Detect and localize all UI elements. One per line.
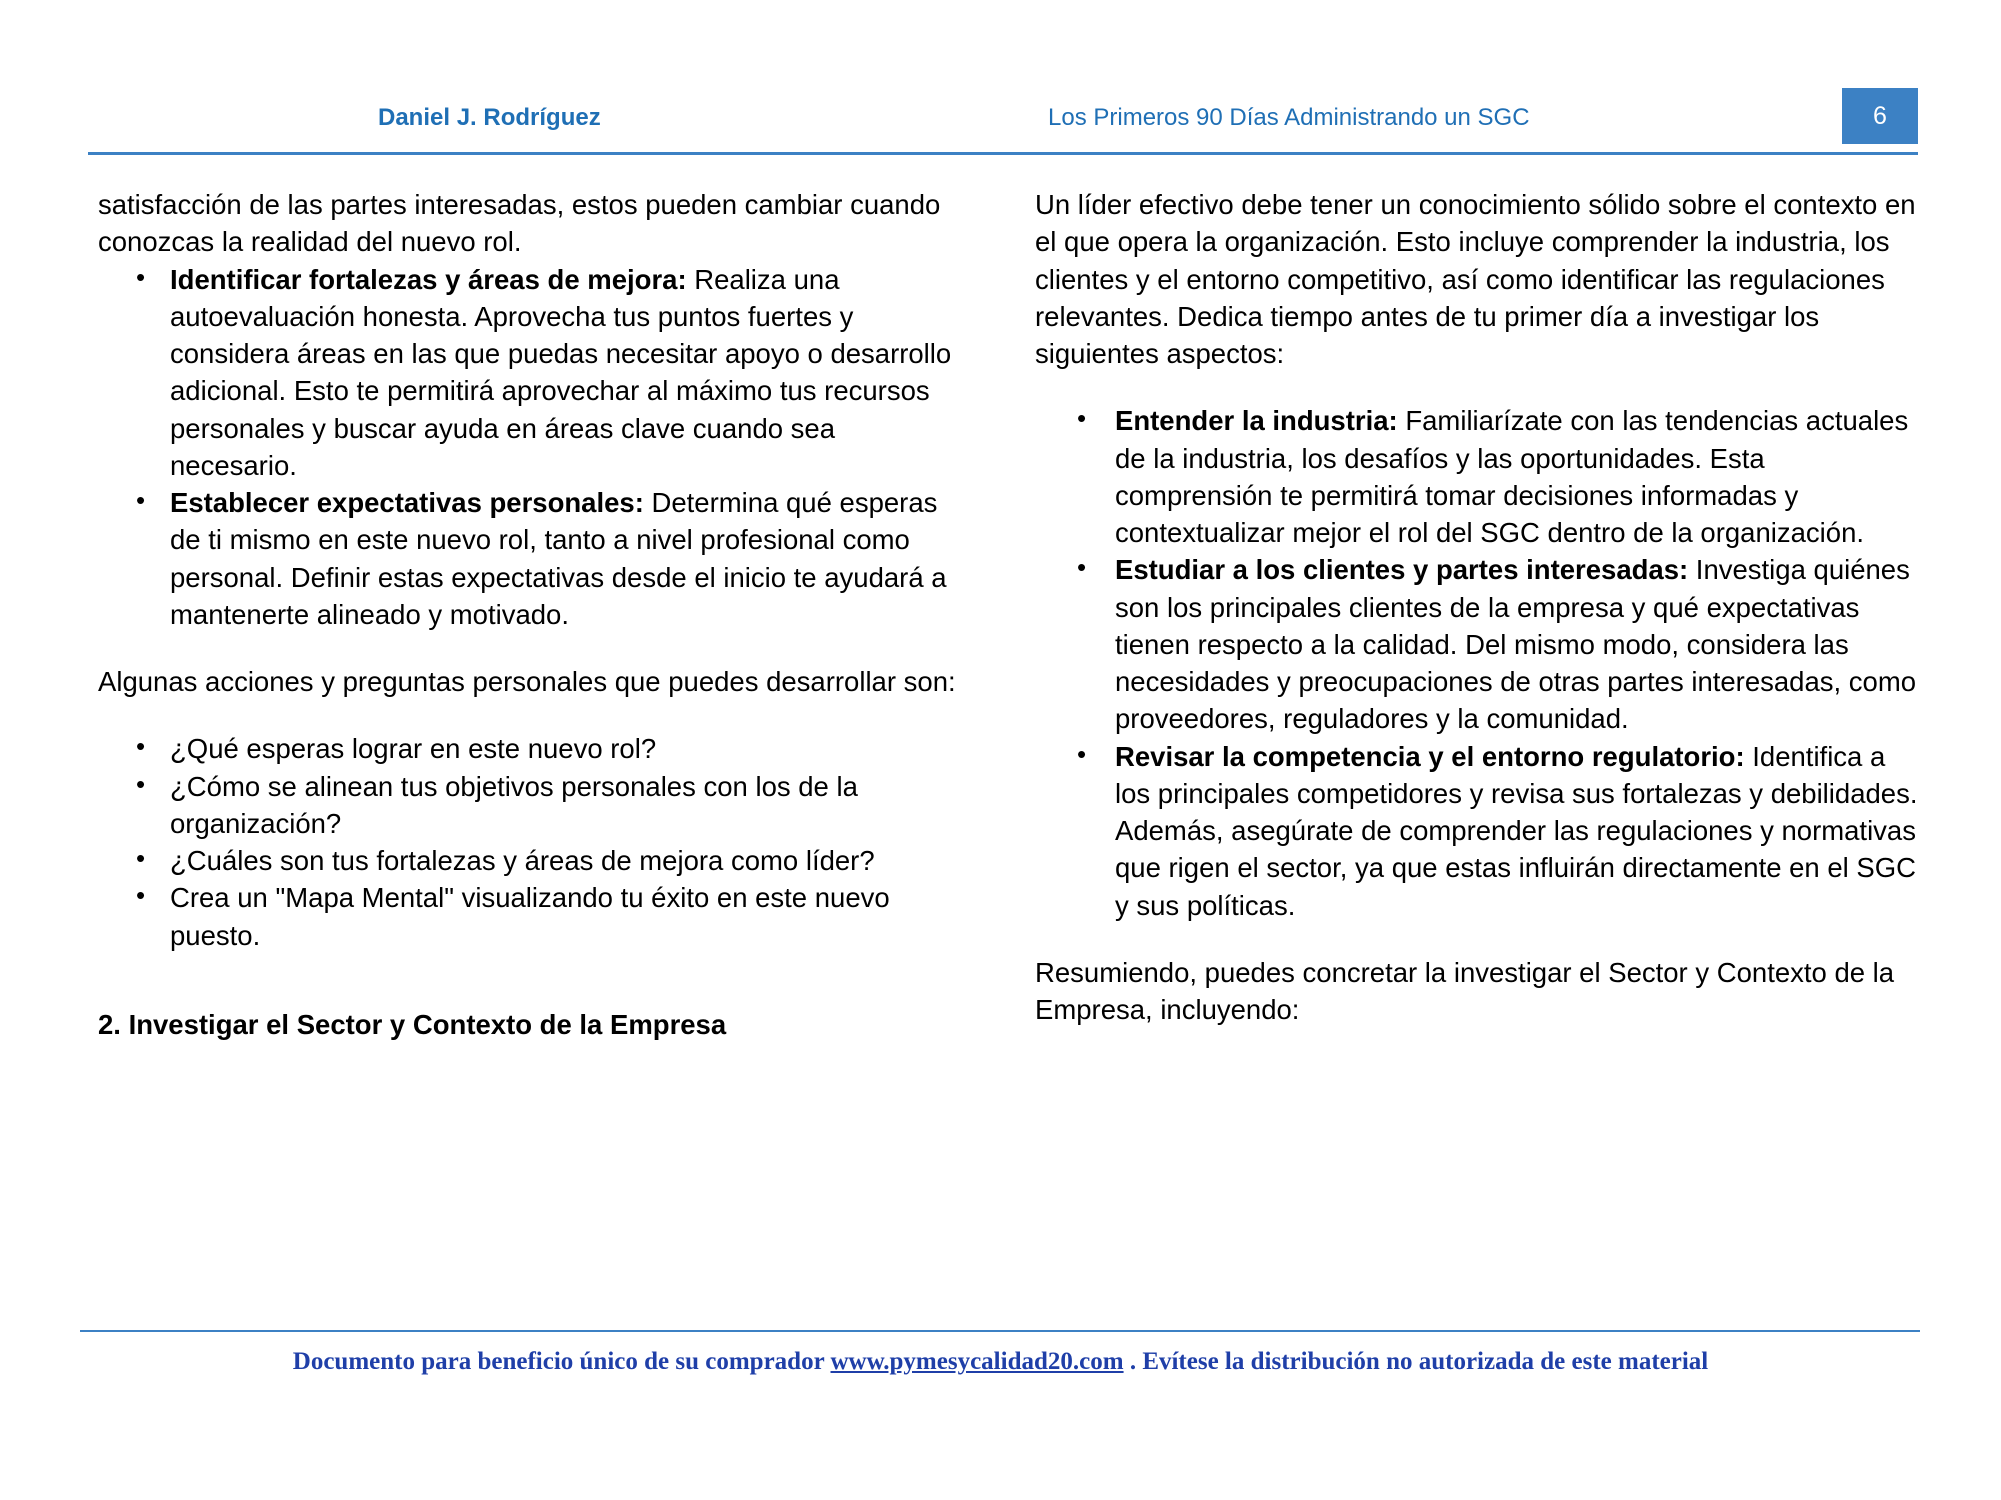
list-item: [98, 484, 958, 633]
bullet-text: Investiga quiénes son los principales clientes de la empresa y qué expectativas tienen respecto a la calidad. Del mismo modo, considera las necesidades y preocupaciones de otras partes interesadas, como proveedores, reguladores y la comunidad.: [1115, 554, 1917, 735]
left-intro-paragraph: Algunas acciones y preguntas personales que puedes desarrollar son:: [98, 666, 956, 697]
bullet-lead-label: Identificar fortalezas y áreas de mejora:: [170, 263, 687, 295]
bullet-lead-label: Establecer expectativas personales:: [170, 487, 644, 518]
right-closing-paragraph: Resumiendo, puedes concretar la investigar el Sector y Contexto de la Empresa, incluyendo:: [1035, 956, 1895, 1025]
section-heading: 2. Investigar el Sector y Contexto de la Empresa: [98, 1008, 727, 1040]
list-item: [1035, 738, 1920, 924]
list-item: • ¿Cuáles son tus fortalezas y áreas de mejora como líder?: [98, 842, 958, 879]
list-item: [98, 261, 958, 485]
header-document-title: Los Primeros 90 Días Administrando un SGC: [1048, 104, 1530, 131]
list-item: • Crea un "Mapa Mental" visualizando tu éxito en este nuevo puesto.: [98, 879, 958, 954]
header-author: Daniel J. Rodríguez: [378, 104, 601, 131]
list-item: • ¿Qué esperas lograr en este nuevo rol?: [98, 730, 958, 767]
left-column: [98, 186, 958, 1043]
bullet-text: Identifica a los principales competidores y revisa sus fortalezas y debilidades. Además, asegúrate de comprender las regulaciones y normativas que rigen el sector, ya que estas influirán directamente en el SGC y sus políticas.: [1115, 740, 1918, 921]
left-continuation-paragraph: satisfacción de las partes interesadas, estos pueden cambiar cuando conozcas la realidad del nuevo rol.: [98, 189, 941, 258]
page-footer: [0, 1348, 2001, 1376]
bullet-lead-label: Entender la industria:: [1115, 405, 1398, 437]
right-bullet-list: [1035, 402, 1920, 924]
bullet-text: Familiarízate con las tendencias actuales de la industria, los desafíos y las oportunidades. Esta comprensión te permitirá tomar decisiones informadas y contextualizar mejor el rol del SGC dentro de la organización.: [1115, 405, 1909, 548]
footer-divider: [80, 1330, 1920, 1332]
footer-text-after: . Evítese la distribución no autorizada de este material: [1123, 1348, 1709, 1375]
list-item: • ¿Cómo se alinean tus objetivos personales con los de la organización?: [98, 768, 958, 843]
header-divider: [88, 152, 1918, 155]
bullet-text: Realiza una autoevaluación honesta. Aprovecha tus puntos fuertes y considera áreas en las que puedas necesitar apoyo o desarrollo adicional. Esto te permitirá aprovechar al máximo tus recursos personales y buscar ayuda en áreas clave cuando sea necesario.: [170, 263, 952, 481]
list-item: [1035, 551, 1920, 737]
footer-website-link[interactable]: www.pymesycalidad20.com: [830, 1348, 1124, 1375]
right-intro-paragraph: Un líder efectivo debe tener un conocimiento sólido sobre el contexto en el que opera la organización. Esto incluye comprender la industria, los clientes y el entorno competitivo, así como identificar las regulaciones relevantes. Dedica tiempo antes de tu primer día a investigar los siguientes aspectos:: [1035, 189, 1916, 369]
bullet-text: Determina qué esperas de ti mismo en este nuevo rol, tanto a nivel profesional como personal. Definir estas expectativas desde el inicio te ayudará a mantenerte alineado y motivado.: [170, 487, 947, 630]
footer-text-before: Documento para beneficio único de su comprador: [292, 1348, 831, 1375]
left-question-list: [98, 730, 958, 954]
page-number-badge: 6: [1842, 88, 1918, 144]
list-item: [1035, 402, 1920, 551]
left-bullet-list: [98, 261, 958, 634]
bullet-lead-label: Estudiar a los clientes y partes interesadas:: [1115, 554, 1689, 586]
bullet-lead-label: Revisar la competencia y el entorno regulatorio:: [1115, 740, 1745, 772]
page-header: [88, 100, 1918, 144]
right-column: [1035, 186, 1920, 1028]
